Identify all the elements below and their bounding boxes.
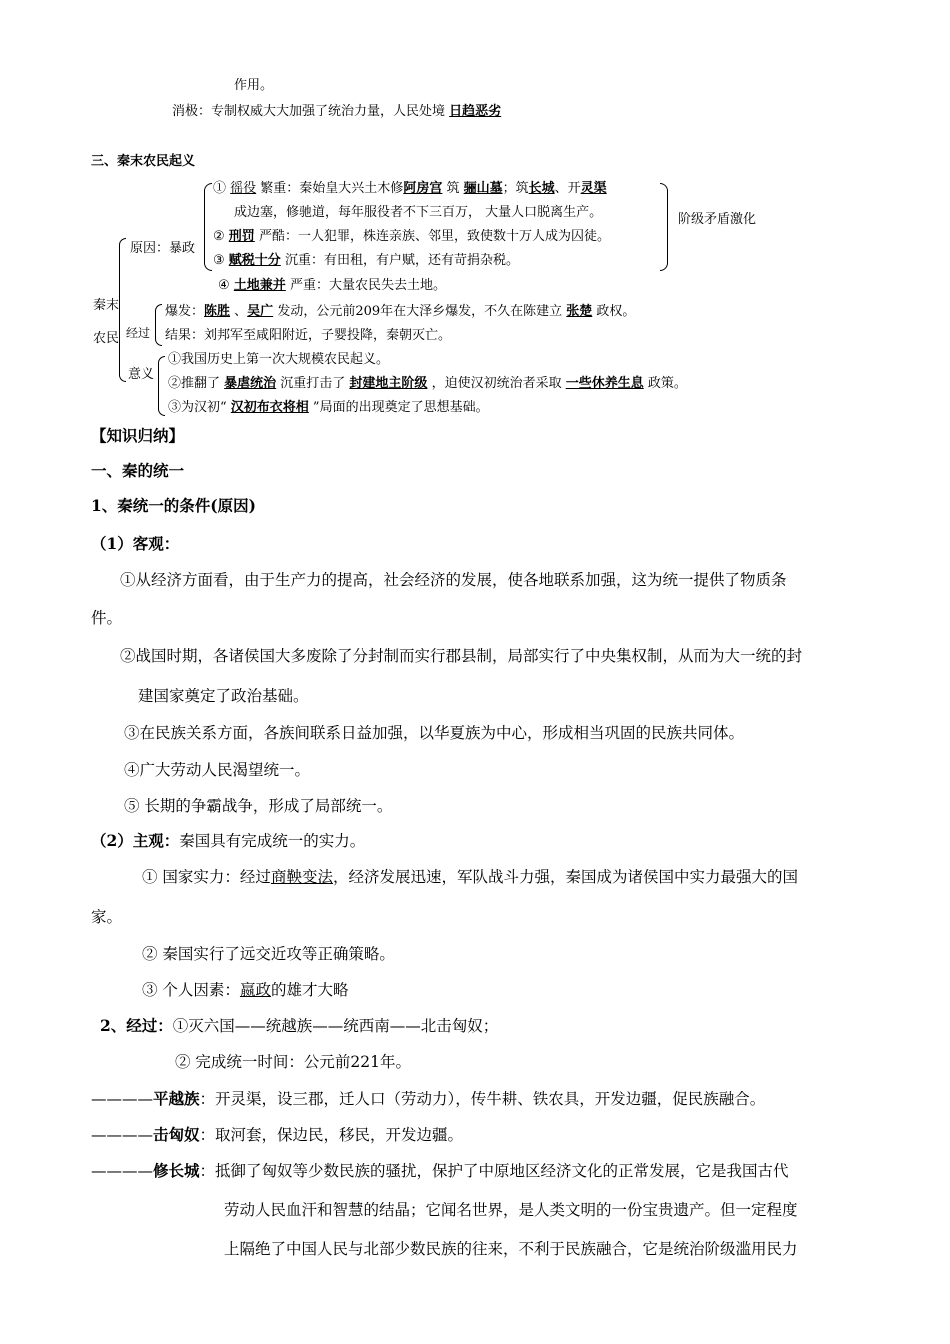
- reason-text-1c: ；筑: [502, 181, 529, 196]
- keyword-rqel: 日趋恶劣: [449, 104, 502, 119]
- meaning-2-text-c: 政策。: [643, 376, 687, 391]
- keyword-buyi: 汉初布衣将相: [230, 400, 309, 415]
- reason-text-3: 沉重：有田租，有户赋，还有苛捐杂税。: [280, 253, 519, 268]
- subjective-1a: [142, 867, 798, 887]
- reason-item-1: [213, 181, 607, 197]
- outbreak-text-a: 、: [230, 304, 248, 319]
- outbreak-line: [165, 304, 635, 320]
- reason-item-4: [218, 278, 446, 294]
- keyword-lishanmu: 骊山墓: [463, 181, 503, 196]
- result-line: 结果：刘邦军至咸阳附近，子婴投降，秦朝灭亡。: [165, 328, 452, 343]
- meaning-2-text-a: 沉重打击了: [276, 376, 350, 391]
- subjective-title: （2）主观：: [91, 831, 180, 850]
- objective-2b: 建国家奠定了政治基础。: [138, 687, 309, 705]
- course-brace: [155, 304, 162, 346]
- reason-text-1d: 、开: [554, 181, 581, 196]
- wall-line-2: 劳动人民血汗和智慧的结晶；它闻名世界，是人类文明的一份宝贵遗产。但一定程度: [224, 1201, 798, 1219]
- xiongnu-label: 击匈奴: [153, 1125, 200, 1144]
- dash-lead: ————: [91, 1162, 153, 1180]
- meaning-label: 意义: [128, 367, 155, 382]
- negative-effect-line: [172, 104, 501, 120]
- course-label: 经过: [126, 326, 151, 340]
- keyword-chensheng: 陈胜: [204, 304, 231, 319]
- reason-text-1b: 筑: [442, 181, 464, 196]
- keyword-shangyang: 商鞅变法: [270, 868, 333, 886]
- subjective-3-pre: ③ 个人因素：: [142, 981, 240, 999]
- xiongnu-text: ：取河套，保边民，移民，开发边疆。: [199, 1126, 464, 1144]
- reason-text-2: 严酷：一人犯罪，株连亲族、邻里，致使数十万人成为囚徒。: [254, 229, 610, 244]
- meaning-brace: [158, 356, 165, 416]
- objective-4: ④广大劳动人民渴望统一。: [124, 761, 311, 779]
- subjective-1-pre: ① 国家实力：经过: [142, 868, 271, 886]
- keyword-xiuyang: 一些休养生息: [565, 376, 644, 391]
- reason-item-2: [213, 229, 610, 245]
- keyword-baonue: 暴虐统治: [224, 376, 277, 391]
- subjective-2: ② 秦国实行了远交近攻等正确策略。: [142, 945, 395, 963]
- reason-label: 原因：暴政: [130, 241, 196, 256]
- meaning-2: [168, 376, 687, 392]
- keyword-efanggong: 阿房宫: [403, 181, 443, 196]
- keyword-lingqu: 灵渠: [580, 181, 607, 196]
- objective-title: （1）客观：: [91, 534, 180, 553]
- subjective-3-post: 的雄才大略: [270, 981, 349, 999]
- objective-1b: 件。: [91, 609, 123, 627]
- reason-brace: [204, 183, 212, 271]
- meaning-1: ①我国历史上第一次大规模农民起义。: [168, 352, 390, 367]
- meaning-3: [168, 400, 489, 416]
- reason-text-4: 严重：大量农民失去土地。: [285, 278, 446, 293]
- negative-effect-text: 消极：专制权威大大加强了统治力量，人民处境: [172, 104, 450, 119]
- wall-line-3: 上隔绝了中国人民与北部少数民族的往来，不利于民族融合，它是统治阶级滥用民力: [224, 1240, 798, 1258]
- keyword-fushui: 赋税十分: [228, 253, 281, 268]
- process-line: [100, 1016, 498, 1036]
- reason-num-1: ①: [213, 181, 227, 196]
- meaning-2-pre: ②推翻了: [168, 376, 225, 391]
- subjective-3: [142, 980, 348, 1000]
- objective-1a: ①从经济方面看，由于生产力的提高，社会经济的发展，使各地联系加强，这为统一提供了物质条: [120, 571, 787, 589]
- summary-heading: 【知识归纳】: [91, 426, 185, 445]
- objective-2a: ②战国时期，各诸侯国大多废除了分封制而实行郡县制，局部实行了中央集权制，从而为大一统的封: [120, 647, 803, 665]
- meaning-2-text-b: ，迫使汉初统治者采取: [427, 376, 566, 391]
- wall-text-1: ：抵御了匈奴等少数民族的骚扰，保护了中原地区经济文化的正常发展，它是我国古代: [199, 1162, 789, 1180]
- contradiction-label: 阶级矛盾激化: [678, 212, 757, 227]
- keyword-fengjian: 封建地主阶级: [349, 376, 428, 391]
- contradiction-brace: [660, 183, 668, 271]
- keyword-zhangchu: 张楚: [566, 304, 593, 319]
- objective-5: ⑤ 长期的争霸战争，形成了局部统一。: [124, 797, 393, 815]
- continuation-text: 作用。: [234, 78, 274, 93]
- tree-root-label-1: 秦末: [93, 298, 120, 313]
- keyword-wuguang: 吴广: [247, 304, 274, 319]
- reason-item-3: [213, 253, 519, 269]
- process-text: ①灭六国——统越族——统西南——北击匈奴；: [172, 1017, 499, 1035]
- objective-3: ③在民族关系方面，各族间联系日益加强，以华夏族为中心，形成相当巩固的民族共同体。: [124, 724, 745, 742]
- process-title: 2、经过：: [100, 1016, 173, 1035]
- dash-lead: ————: [91, 1126, 153, 1144]
- xiongnu-line: [91, 1125, 463, 1145]
- conditions-title: 1、秦统一的条件(原因): [91, 496, 256, 515]
- reason-item-1-cont: 成边塞，修驰道，每年服役者不下三百万， 大量人口脱离生产。: [234, 205, 603, 220]
- subjective-1-post: ，经济发展迅速，军队战斗力强，秦国成为诸侯国中实力最强大的国: [332, 868, 798, 886]
- wall-label: 修长城: [153, 1161, 200, 1180]
- process-2: ② 完成统一时间：公元前221年。: [175, 1053, 412, 1071]
- keyword-yingzheng: 嬴政: [239, 981, 271, 999]
- section-title-unification: 一、秦的统一: [91, 461, 185, 480]
- yue-line: [91, 1089, 765, 1109]
- outbreak-text-b: 发动，公元前209年在大泽乡爆发，不久在陈建立: [273, 304, 567, 319]
- section-title-uprising: 三、秦末农民起义: [91, 154, 196, 169]
- outbreak-text-c: 政权。: [592, 304, 636, 319]
- reason-num-4: ④: [218, 278, 230, 293]
- subjective-text: 秦国具有完成统一的实力。: [179, 832, 366, 850]
- wall-line-1: [91, 1161, 789, 1181]
- reason-text-1a: 繁重：秦始皇大兴土木修: [256, 181, 404, 196]
- subjective-1b: 家。: [91, 908, 123, 926]
- tree-root-label-2: 农民: [93, 331, 120, 346]
- yue-label: 平越族: [153, 1089, 200, 1108]
- outbreak-label: 爆发：: [165, 304, 205, 319]
- dash-lead: ————: [91, 1090, 153, 1108]
- keyword-yaoyi: 徭役: [230, 181, 257, 196]
- meaning-3-pre: ③为汉初“: [168, 400, 231, 415]
- keyword-xingfa: 刑罚: [228, 229, 255, 244]
- reason-num-2: ②: [213, 229, 225, 244]
- meaning-3-text: ”局面的出现奠定了思想基础。: [308, 400, 489, 415]
- keyword-changcheng: 长城: [528, 181, 555, 196]
- subjective-line: [91, 831, 365, 851]
- keyword-tudijianbing: 土地兼并: [233, 278, 286, 293]
- yue-text: ：开灵渠，设三郡，迁人口（劳动力），传牛耕、铁农具，开发边疆，促民族融合。: [199, 1090, 766, 1108]
- reason-num-3: ③: [213, 253, 225, 268]
- root-brace: [119, 238, 126, 382]
